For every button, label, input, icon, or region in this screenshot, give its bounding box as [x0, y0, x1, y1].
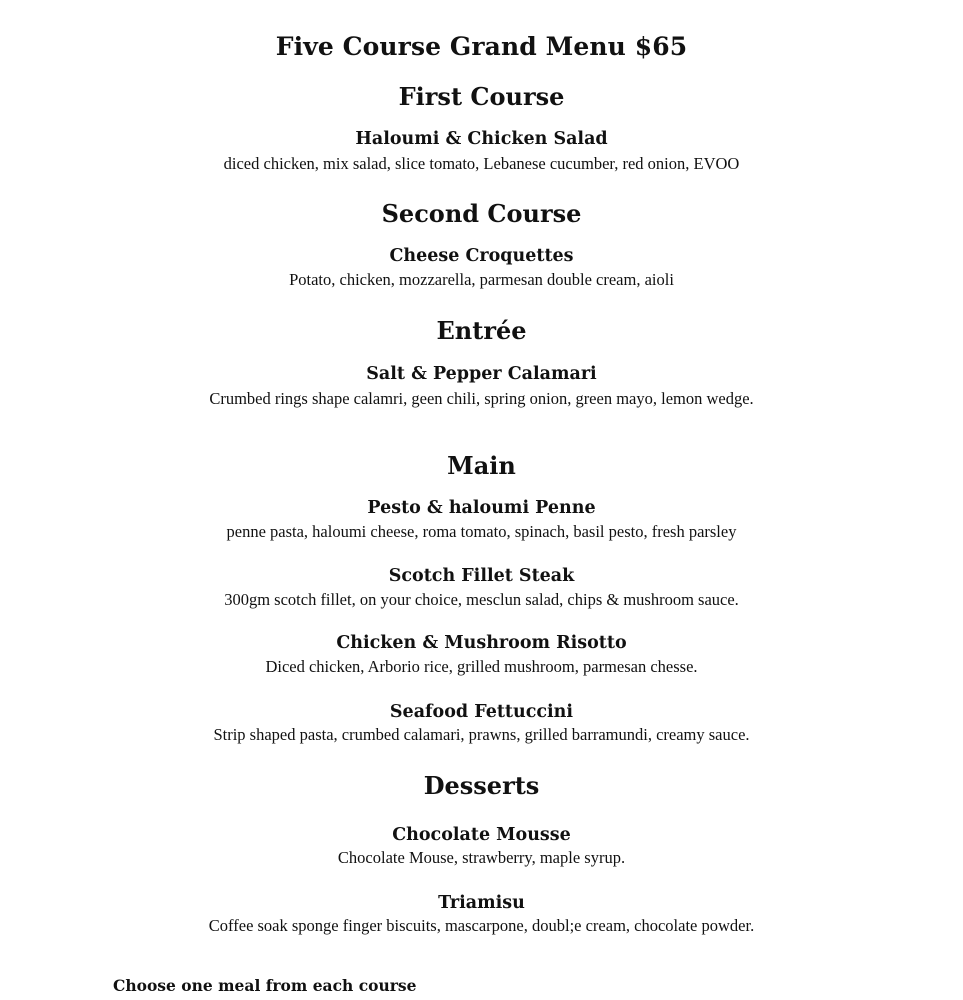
dish-description: Coffee soak sponge finger biscuits, mascarpone, doubl;e cream, chocolate powder. — [208, 916, 755, 935]
dish-name: Chocolate Mousse — [392, 825, 571, 845]
menu-title: Five Course Grand Menu $65 — [275, 32, 688, 61]
section-title-desserts: Desserts — [423, 771, 540, 800]
dish-description: 300gm scotch fillet, on your choice, mesclun salad, chips & mushroom sauce. — [224, 590, 739, 609]
section-title-first-course: First Course — [398, 82, 565, 111]
dish-description: penne pasta, haloumi cheese, roma tomato, spinach, basil pesto, fresh parsley — [226, 522, 737, 541]
dish-description: Potato, chicken, mozzarella, parmesan double cream, aioli — [289, 270, 674, 289]
dish-name: Triamisu — [438, 893, 525, 913]
section-title-entree: Entrée — [436, 316, 527, 345]
section-title-second-course: Second Course — [381, 199, 582, 228]
dish-name: Seafood Fettuccini — [389, 702, 574, 722]
section-title-main: Main — [447, 451, 516, 480]
dish-name: Pesto & haloumi Penne — [367, 498, 596, 518]
dish-description: Crumbed rings shape calamri, geen chili, spring onion, green mayo, lemon wedge. — [209, 389, 754, 408]
footer-note: Choose one meal from each course — [113, 976, 417, 995]
dish-name: Haloumi & Chicken Salad — [355, 129, 608, 149]
dish-description: diced chicken, mix salad, slice tomato, Lebanese cucumber, red onion, EVOO — [223, 154, 740, 173]
dish-name: Chicken & Mushroom Risotto — [336, 633, 627, 653]
dish-description: Diced chicken, Arborio rice, grilled mushroom, parmesan chesse. — [265, 657, 698, 676]
dish-description: Chocolate Mouse, strawberry, maple syrup. — [337, 848, 626, 867]
dish-name: Cheese Croquettes — [389, 246, 574, 266]
dish-description: Strip shaped pasta, crumbed calamari, prawns, grilled barramundi, creamy sauce. — [213, 725, 750, 744]
dish-name: Salt & Pepper Calamari — [366, 364, 597, 384]
dish-name: Scotch Fillet Steak — [388, 566, 575, 586]
